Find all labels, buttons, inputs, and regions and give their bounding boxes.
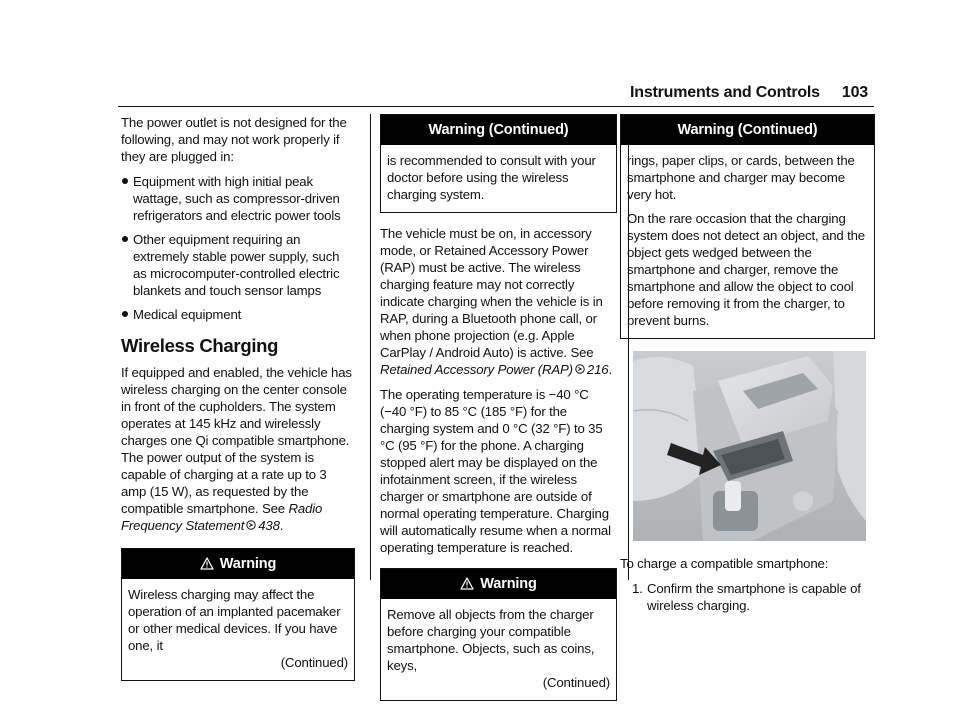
step-number: 1. <box>632 581 643 596</box>
continued-label: (Continued) <box>280 655 348 670</box>
continued-label: (Continued) <box>542 675 610 690</box>
warning-text: Wireless charging may affect the operation of an implanted pacemaker or other medical devices. If you have one, it <box>128 587 341 653</box>
warning-body <box>381 599 616 700</box>
section-heading: Wireless Charging <box>121 335 279 356</box>
console-image <box>633 351 866 541</box>
list-item: Other equipment requiring an extremely stable power supply, such as microcomputer-controlled electric blankets and touch sensor lamps <box>121 231 355 299</box>
list-item: Medical equipment <box>121 306 355 323</box>
page-reference-arrow-icon <box>575 361 585 378</box>
warning-title: Warning <box>480 576 537 592</box>
header-rule <box>118 106 874 107</box>
charge-steps <box>620 580 875 614</box>
warning-body <box>381 145 616 212</box>
warning-text: Remove all objects from the charger before charging your compatible smartphone. Objects, such as coins, keys, <box>387 607 595 673</box>
warning-text: On the rare occasion that the charging system does not detect an object, and the object gets wedged between the smartphone and charger, remove the smartphone and allow the object to cool before removing it from the charger, to prevent burns. <box>627 211 865 328</box>
warning-box-continued <box>380 114 617 213</box>
warning-text: rings, paper clips, or cards, between the smartphone and charger may become very hot. <box>627 153 855 202</box>
warning-box <box>121 548 355 681</box>
warning-header <box>381 569 616 599</box>
column-3 <box>620 114 875 614</box>
page-header <box>630 84 868 102</box>
warning-box-continued <box>620 114 875 339</box>
column-divider-1 <box>370 114 371 580</box>
wireless-charger-illustration <box>633 351 866 541</box>
cross-reference-page[interactable]: 216 <box>586 362 609 377</box>
warning-box <box>380 568 617 701</box>
warning-header: Warning (Continued) <box>381 115 616 145</box>
power-outlet-bullets <box>121 173 355 323</box>
page-number: 103 <box>841 84 868 101</box>
warning-triangle-icon <box>460 571 474 601</box>
warning-text: is recommended to consult with your doctor before using the wireless charging system. <box>387 153 596 202</box>
vehicle-on-paragraph: The vehicle must be on, in accessory mode, or Retained Accessory Power (RAP) must be active. The wireless charging feature may not correctly indicate charging when the vehicle is in RAP, during a Bluetooth phone call, or when phone projection (e.g. Apple CarPlay / Android Auto) is active. See Retained Accessory Power (RAP) 216. <box>380 226 612 377</box>
cross-reference-page[interactable]: 438 <box>258 518 280 533</box>
column-1 <box>121 114 355 693</box>
power-outlet-intro: The power outlet is not designed for the following, and may not work properly if they are plugged in: <box>121 115 347 164</box>
list-item: Equipment with high initial peak wattage, such as compressor-driven refrigerators and electric power tools <box>121 173 355 224</box>
warning-title: Warning <box>219 556 277 572</box>
operating-temperature-paragraph: The operating temperature is −40 °C (−40 °F) to 85 °C (185 °F) for the charging system and 0 °C (32 °F) to 35 °C (95 °F) for the phone. A charging stopped alert may be displayed on the infotainment screen, if the wireless charger or smartphone are outside of normal operating temperature. Charging will automatically resume when a normal operating temperature is reached. <box>380 387 611 555</box>
warning-header: Warning (Continued) <box>621 115 874 145</box>
step-text: Confirm the smartphone is capable of wireless charging. <box>647 581 861 613</box>
warning-body <box>122 579 354 680</box>
column-2 <box>380 114 617 713</box>
section-title: Instruments and Controls <box>630 84 820 101</box>
wireless-charging-paragraph: If equipped and enabled, the vehicle has wireless charging on the center console in front of the cupholders. The system operates at 145 kHz and wirelessly charges one Qi compatible smartphone. The power output of the system is capable of charging at a rate up to 3 amp (15 W), as requested by the compatible smartphone. See Radio Frequency Statement 438. <box>121 365 352 533</box>
warning-triangle-icon <box>200 551 214 581</box>
charge-intro: To charge a compatible smartphone: <box>620 556 829 571</box>
cross-reference-link[interactable]: Retained Accessory Power (RAP) <box>380 362 573 377</box>
page-reference-arrow-icon <box>246 517 256 534</box>
warning-header <box>122 549 354 579</box>
cross-reference-link[interactable]: Radio Frequency Statement <box>121 501 323 533</box>
list-item <box>620 580 875 614</box>
warning-body <box>621 145 874 338</box>
